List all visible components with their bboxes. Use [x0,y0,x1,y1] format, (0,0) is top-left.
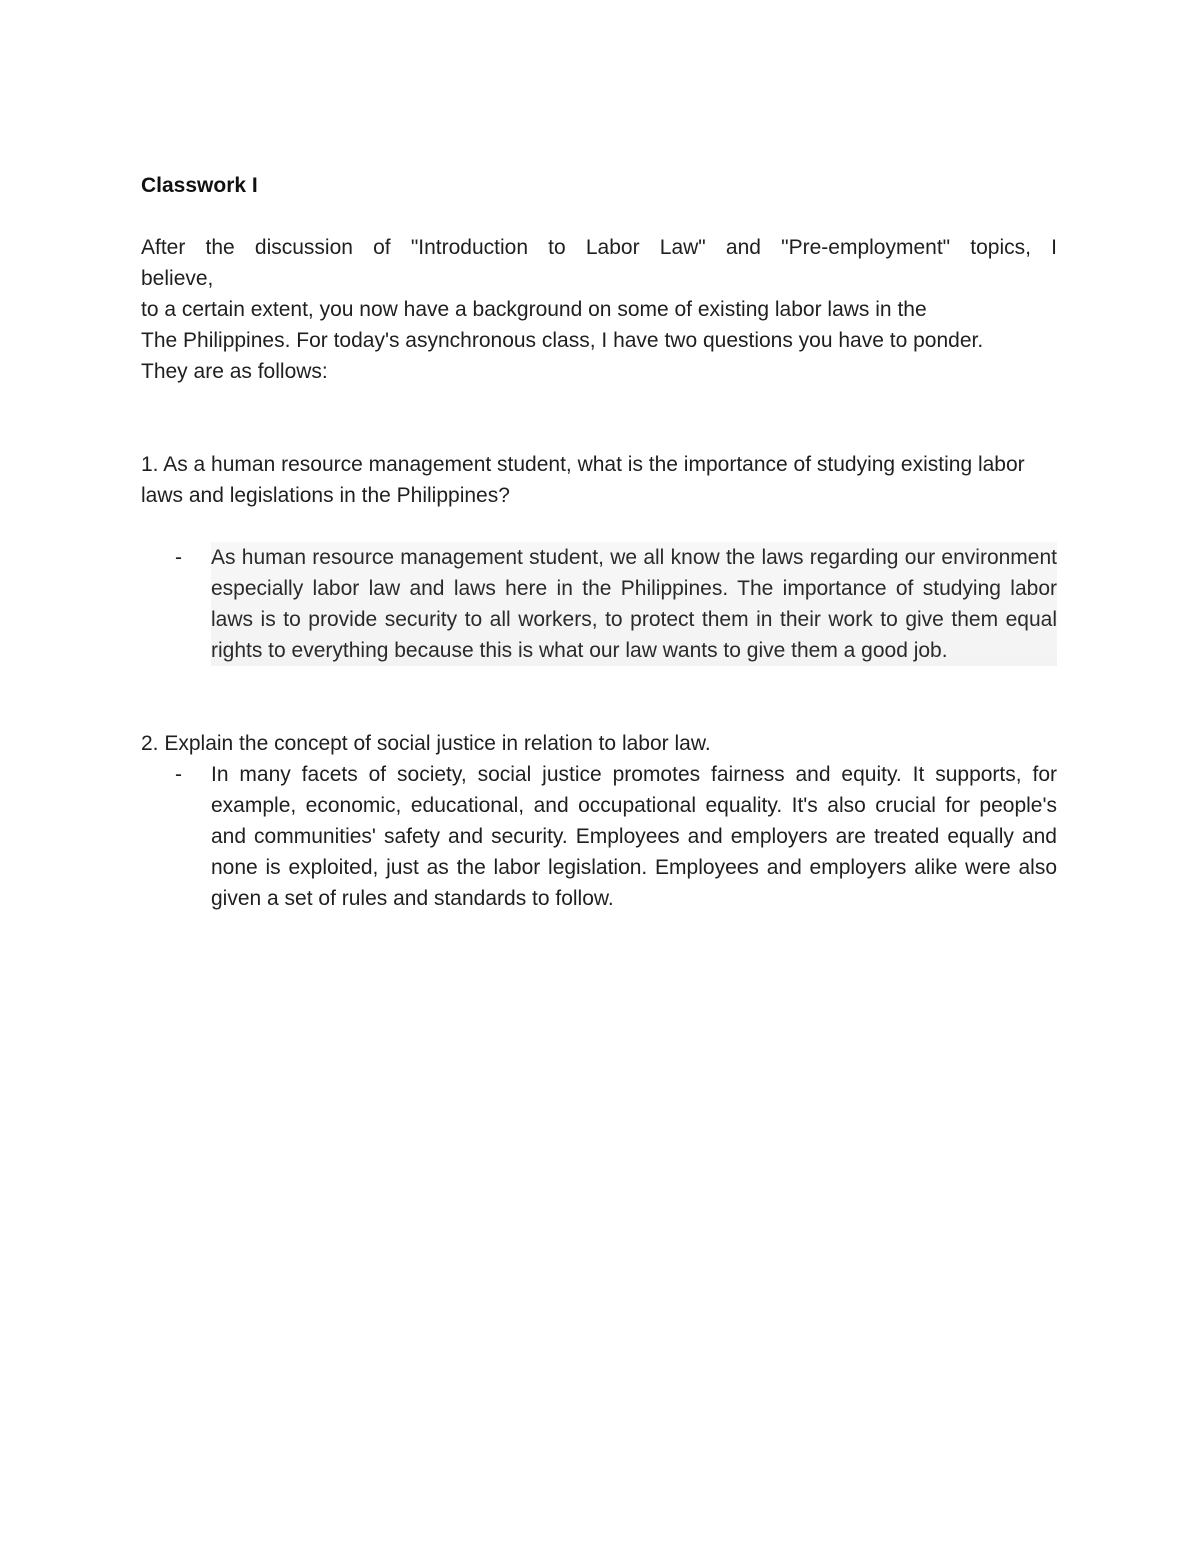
intro-line-4: The Philippines. For today's asynchronous class, I have two questions you have to ponder. [141,329,984,352]
intro-line-2: believe, [141,267,214,290]
question-2: 2. Explain the concept of social justice in relation to labor law. [141,732,711,755]
intro-line-5: They are as follows: [141,360,328,383]
document-page [141,170,1057,914]
spacer [141,511,1057,542]
spacer [141,387,1057,449]
question-1: 1. As a human resource management student, what is the importance of studying existing labor laws and legislations in the Philippines? [141,453,1025,507]
question-block-2 [141,728,1057,914]
bullet-dash: - [175,546,182,569]
spacer [141,666,1057,728]
bullet-dash: - [175,763,182,786]
answer-item-1 [141,542,1057,666]
answer-2: In many facets of society, social justice promotes fairness and equity. It supports, for example, economic, educational, and occupational equality. It's also crucial for people's and communities' safety and security. Employees and employers are treated equally and none is exploited, just as the labor legislation. Employees and employers alike were also given a set of rules and standards to follow. [211,763,1057,910]
document-title: Classwork I [141,174,258,197]
answer-item-2 [141,759,1057,914]
question-block-1 [141,449,1057,666]
answer-1: As human resource management student, we all know the laws regarding our environment especially labor law and laws here in the Philippines. The importance of studying labor laws is to provide security to all workers, to protect them in their work to give them equal rights to everything because this is what our law wants to give them a good job. [211,542,1057,666]
intro-paragraph [141,232,1057,387]
intro-line-1: After the discussion of "Introduction to Labor Law" and "Pre-employment" topics, I [141,236,1057,259]
intro-line-3: to a certain extent, you now have a background on some of existing labor laws in the [141,298,927,321]
spacer [141,201,1057,232]
